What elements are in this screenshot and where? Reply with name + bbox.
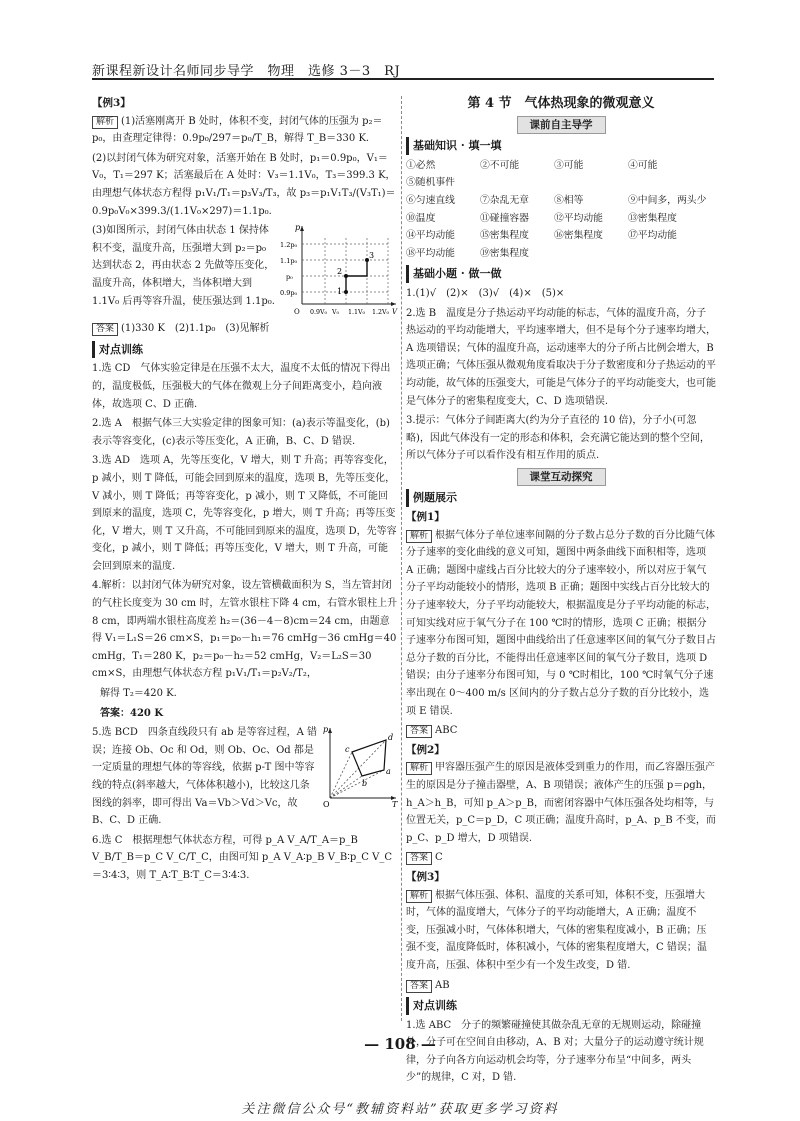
fill-item: ⑩温度 — [406, 212, 436, 224]
page-number: — 108 — — [364, 1035, 436, 1053]
banner-classroom-label: 课堂互动探究 — [517, 468, 606, 486]
drill-item-5-text: 5.选 BCD 四条直线段只有 ab 是等容过程，A 错误；连接 Ob、Oc 和 Od，则 Ob、Oc、Od 都是一定质量的理想气体的等容线，依据 p-T 图中等容线的特点(斜率越大，气体体积越小)，比较这几条图线的斜率，即可得出 Va＝Vb＞Vd＞Vc，故 B、C、D 正确. — [92, 727, 318, 827]
graph2-point-b: b — [362, 779, 368, 789]
small-questions-heading: 基础小题 · 做一做 — [406, 265, 716, 283]
fill-item: ⑧相等 — [554, 194, 584, 206]
answer-tag: 答案 — [406, 852, 432, 865]
drill-item-4-solution: 解得 T₂＝420 K. — [100, 688, 177, 700]
example3-title: 【例3】 — [92, 97, 131, 109]
example2-answer — [406, 849, 716, 867]
graph1-xtick-3: 1.1V₀ — [348, 309, 366, 317]
example1-analysis — [406, 527, 716, 721]
drill-right-item-1: 1.选 ABC 分子的频繁碰撞使其做杂乱无章的无规则运动，除碰撞外，分子可在空间自由移动，A、B 对；大量分子的运动遵守统计规律，分子向各方向运动机会均等，分子速率分布呈“中间多，两头少”的规律，C 对，D 错. — [406, 1019, 704, 1084]
graph1-ytick-2: 1.1p₀ — [280, 257, 298, 266]
example3-analysis-3 — [92, 222, 398, 317]
drill-item-2: 2.选 A 根据气体三大实验定律的图象可知：(a)表示等温变化，(b)表示等容变化，(c)表示等压变化，A 正确，B、C、D 错误. — [92, 418, 390, 447]
fill-item: ⑨中间多，两头少 — [628, 194, 707, 206]
right-column — [406, 95, 716, 1089]
header-text: 新课程新设计名师同步导学 物理 选修 3－3 RJ — [92, 64, 401, 79]
example3r-title: 【例3】 — [406, 870, 445, 883]
drill-heading-left: 对点训练 — [92, 341, 398, 359]
example2-analysis — [406, 759, 716, 847]
section-title: 第 4 节 气体热现象的微观意义 — [467, 96, 655, 111]
analysis-tag: 解析 — [406, 890, 432, 903]
example3r-answer-text: AB — [435, 979, 450, 991]
column-divider — [401, 96, 402, 1021]
fill-item: ⑥匀速直线 — [406, 194, 455, 206]
graph2-point-a: a — [386, 767, 391, 777]
example1-analysis-text: 根据气体分子单位速率间隔的分子数占总分子数的百分比随气体分子速率的变化曲线的意义可知，题图中两条曲线下面积相等，选项 A 正确；题图中虚线占百分比较大的分子速率较小，所以对应于氧气分子平均动能较小的情形，选项 B 正确；题图中实线占百分比较大的分子速率较大，分子平均动能较大，根据温度是分子平均动能的标志，可知实线对应于氧气分子在 100 ℃时的情形，选项 C 正确；根据分子速率分布图可知，题图中曲线给出了任意速率区间的氧气分子数目占总分子数的百分比，不能得出任意速率区间的氧气分子数目，选项 D 错误；由分子速率分布图可知，与 0 ℃时相比，100 ℃时氧气分子速率出现在 0～400 m/s 区间内的分子数占总分子数的百分比较小，选项 E 错误. — [406, 529, 716, 717]
graph1-xtick-4: 1.2V₀ — [372, 309, 390, 317]
example3r-analysis-text: 根据气体压强、体积、温度的关系可知，体积不变，压强增大时，气体的温度增大，气体分子的平均动能增大，A 正确；温度不变，压强减小时，气体体积增大，气体的密集程度减小，B 正确；压强不变，温度降低时，体积减小，气体的密集程度增大，C 错误；温度升高，压强、体积中至少有一个发生改变，D 错. — [406, 889, 707, 971]
banner-preview — [406, 116, 716, 135]
example1-answer-text: ABC — [435, 725, 458, 737]
fill-item: ⑲密集程度 — [480, 247, 529, 259]
example3-answer — [92, 320, 398, 338]
fill-item: ⑱平均动能 — [406, 247, 455, 259]
answer-text: (1)330 K (2)1.1p₀ (3)见解析 — [121, 323, 270, 335]
fill-item: ③可能 — [554, 159, 584, 171]
graph2-origin: O — [323, 800, 330, 809]
banner-classroom — [406, 468, 716, 487]
fill-item: ⑬密集程度 — [628, 212, 677, 224]
fill-item: ⑰平均动能 — [628, 230, 677, 242]
example3r-answer — [406, 977, 716, 995]
fill-item: ②不可能 — [480, 159, 520, 171]
pv-graph — [280, 222, 398, 320]
drill-item-1: 1.选 CD 气体实验定律是在压强不太大，温度不太低的情况下得出的，温度极低，压强极大的气体在微观上分子间距离变小，趋向液体，故选项 C、D 正确. — [92, 363, 391, 410]
analysis-tag: 解析 — [406, 530, 432, 543]
fill-item: ⑮密集程度 — [480, 230, 529, 242]
graph2-p-label: p — [323, 725, 329, 735]
fill-item: ①必然 — [406, 159, 436, 171]
graph1-ytick-4: 0.9p₀ — [280, 289, 298, 298]
graph1-ytick-3: p₀ — [286, 273, 293, 282]
graph1-point-1: 1 — [337, 287, 343, 297]
drill-item-6: 6.选 C 根据理想气体状态方程，可得 p_A V_A/T_A＝p_B V_B/T_B＝p_C V_C/T_C，由图可知 p_A V_A∶p_B V_B∶p_C V_C＝3∶4∶3，则 T_A∶T_B∶T_C＝3∶4∶3. — [92, 834, 392, 881]
example3-analysis-2: (2)以封闭气体为研究对象，活塞开始在 B 处时，p₁＝0.9p₀，V₁＝V₀，T₁＝297 K；活塞最后在 A 处时：V₃＝1.1V₀，T₃＝399.3 K，由理想气体状态方程得 p₁V₁/T₁＝p₃V₃/T₃，故 p₃＝p₁V₁T₃/(V₃T₁)＝0.9p₀V₀×399.3/(1.1V₀×297)＝1.1p₀. — [92, 152, 396, 217]
banner-preview-label: 课前自主导学 — [517, 116, 606, 134]
example1-title: 【例1】 — [406, 511, 445, 524]
graph1-v-label: V — [392, 308, 398, 317]
analysis-tag: 解析 — [406, 762, 432, 775]
drill-heading-right: 对点训练 — [406, 997, 716, 1015]
footer-note: 关注微信公众号“教辅资料站”获取更多学习资料 — [241, 1102, 559, 1117]
fill-item: ④可能 — [628, 159, 658, 171]
example3r-analysis — [406, 887, 716, 975]
answer-tag: 答案 — [92, 323, 118, 336]
left-column — [92, 95, 398, 887]
small-answer-3: 3.提示：气体分子间距离大(约为分子直径的 10 倍)，分子小(可忽略)，因此气体没有一定的形态和体积，会充满它能达到的整个空间，所以气体分子可以看作没有相互作用的质点. — [406, 415, 710, 462]
graph1-ytick-1: 1.2p₀ — [280, 241, 298, 250]
small-answer-2: 2.选 B 温度是分子热运动平均动能的标志，气体的温度升高，分子热运动的平均动能增大，平均速率增大，但不是每个分子速率均增大，A 选项错误；气体的温度升高，运动速率大的分子所占比例会增大，B 选项正确；气体压强从微观角度看取决于分子数密度和分子热运动的平均动能，故气体的压强变大，可能是气体分子的平均动能变大，也可能是气体分子的密集程度变大，C、D 选项错误. — [406, 307, 716, 407]
fill-answers — [406, 157, 716, 263]
pt-graph — [322, 724, 398, 808]
examples-heading: 例题展示 — [406, 489, 716, 507]
fill-item: ⑯密集程度 — [554, 230, 603, 242]
small-answer-1: 1.(1)√ (2)× (3)√ (4)× (5)× — [406, 287, 565, 299]
graph2-point-c: c — [345, 745, 350, 755]
graph1-p-label: p — [295, 223, 301, 233]
analysis-text-3: (3)如图所示，封闭气体由状态 1 保持体积不变，温度升高，压强增大到 p₂＝p₀ 达到状态 2，再由状态 2 先做等压变化，温度升高，体积增大，当体积增大到 1.1V₀ 后再等容升温，使压强达到 1.1p₀. — [92, 225, 275, 307]
answer-tag: 答案 — [406, 980, 432, 993]
fill-item: ⑪碰撞容器 — [480, 212, 529, 224]
graph1-origin: O — [294, 308, 300, 317]
drill-item-4: 4.解析：以封闭气体为研究对象，设左管横截面积为 S，当左管封闭的气柱长度变为 30 cm 时，左管水银柱下降 4 cm，右管水银柱上升 8 cm，即两端水银柱高度差 h₂＝(36－4－8)cm＝24 cm，由题意得 V₁＝L₁S＝26 cm×S，p₁＝p₀－h₁＝76 cmHg－36 cmHg＝40 cmHg，T₁＝280 K，p₂＝p₀－h₂＝52 cmHg，V₂＝L₂S＝30 cm×S，由理想气体状态方程 p₁V₁/T₁＝p₂V₂/T₂， — [92, 580, 398, 680]
example1-answer — [406, 722, 716, 740]
fill-item: ⑤随机事件 — [406, 177, 455, 189]
graph2-t-label: T — [392, 800, 398, 809]
graph1-point-3: 3 — [369, 251, 375, 261]
example2-title: 【例2】 — [406, 743, 445, 756]
fill-item: ⑫平均动能 — [554, 212, 603, 224]
basic-knowledge-heading: 基础知识 · 填一填 — [406, 137, 716, 155]
drill-item-4-answer: 答案：420 K — [100, 707, 164, 719]
fill-item: ⑭平均动能 — [406, 230, 455, 242]
graph1-point-2: 2 — [337, 267, 343, 277]
example2-analysis-text: 甲容器压强产生的原因是液体受到重力的作用，而乙容器压强产生的原因是分子撞击器壁，A、B 项错误；液体产生的压强 p＝ρgh，h_A＞h_B，可知 p_A＞p_B，而密闭容器中气体压强各处均相等，与位置无关，p_C＝p_D，C 项正确；温度升高时，p_A、p_B 不变，而 p_C、p_D 增大，D 项错误. — [406, 762, 716, 844]
graph2-point-d: d — [388, 733, 394, 743]
page-header — [92, 58, 714, 80]
graph1-xtick-1: 0.9V₀ — [310, 309, 328, 317]
drill-item-3: 3.选 AD 选项 A，先等压变化，V 增大，则 T 升高；再等容变化，p 减小，则 T 降低，可能会回到原来的温度，选项 B，先等压变化，V 减小，则 T 降低；再等容变化，p 减小，则 T 又降低，不可能回到原来的温度，选项 C，先等容变化，p 增大，则 T 升高；再等压变化，V 增大，则 T 又升高，不可能回到原来的温度，选项 D，先等容变化，p 减小，则 T 降低；再等压变化，V 增大，则 T 升高，可能会回到原来的温度. — [92, 455, 397, 572]
analysis-text-1: (1)活塞刚离开 B 处时，体积不变，封闭气体的压强为 p₂＝p₀，由查理定律得：0.9p₀/297＝p₀/T_B，解得 T_B＝330 K. — [92, 115, 383, 145]
drill-item-5 — [92, 724, 398, 830]
example3-analysis-1 — [92, 113, 398, 148]
answer-tag: 答案 — [406, 725, 432, 738]
example2-answer-text: C — [435, 852, 443, 864]
fill-item: ⑦杂乱无章 — [480, 194, 529, 206]
graph1-xtick-2: V₀ — [332, 309, 340, 317]
analysis-tag: 解析 — [92, 116, 118, 129]
